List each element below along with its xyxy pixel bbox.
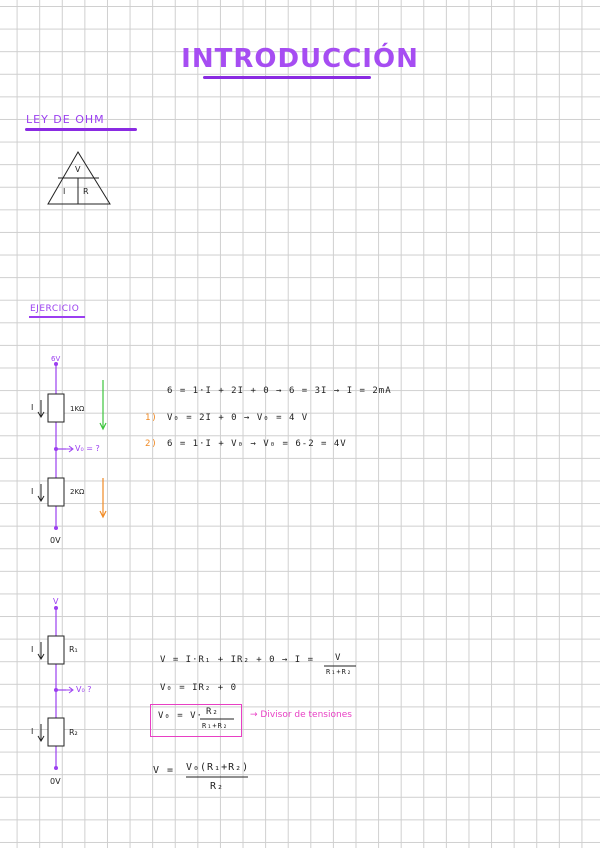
divisor-note: → Divisor de tensiones xyxy=(250,710,352,720)
eq4-numerator: V₀(R₁+R₂) xyxy=(186,762,250,773)
triangle-v: V xyxy=(75,165,81,174)
section-heading-exercise: EJERCICIO xyxy=(30,304,80,314)
circuit1-equation-2: V₀ = 2I + 0 → V₀ = 4 V xyxy=(167,413,309,423)
eq3-numerator: R₂ xyxy=(206,707,219,717)
circuit1-bottom-node xyxy=(54,526,58,530)
circuit2-current-label-2: I xyxy=(31,727,34,736)
eq3-denominator: R₁+R₂ xyxy=(202,722,229,730)
eq1-numerator: V xyxy=(335,653,342,663)
circuit2-equation-2: V₀ = IR₂ + 0 xyxy=(160,683,238,693)
section-underline-exercise xyxy=(29,316,85,318)
circuit2-bottom-voltage: 0V xyxy=(50,777,61,786)
circuit1-voltage-arrows xyxy=(100,380,106,517)
circuit1-top-voltage: 6V xyxy=(51,355,61,363)
circuit1-current-label-1: I xyxy=(31,403,34,412)
circuit2-node-label: V₀ ? xyxy=(76,685,92,694)
circuit2-r1-label: R₁ xyxy=(69,645,78,654)
circuit2-equation-1: V = I·R₁ + IR₂ + 0 → I = xyxy=(160,655,315,665)
eq3-lhs: V₀ = V· xyxy=(158,711,203,721)
eq4-lhs: V = xyxy=(153,765,175,776)
section-heading-ohm: LEY DE OHM xyxy=(26,113,105,126)
circuit2-resistor-r2 xyxy=(48,718,64,746)
circuit1-equation-1: 6 = 1·I + 2I + 0 → 6 = 3I → I = 2mA xyxy=(167,386,392,396)
circuit2-current-label-1: I xyxy=(31,645,34,654)
circuit1-equation-3: 6 = 1·I + V₀ → V₀ = 6-2 = 4V xyxy=(167,439,347,449)
circuit2-r2-label: R₂ xyxy=(69,728,78,737)
page-title: INTRODUCCIÓN xyxy=(181,44,419,74)
eq4-denominator: R₂ xyxy=(210,781,225,792)
circuit1-r2-label: 2KΩ xyxy=(70,488,85,496)
ohm-triangle xyxy=(48,152,110,204)
circuit1-node-label: V₀ = ? xyxy=(75,444,100,453)
triangle-i: I xyxy=(63,187,66,196)
circuit1-node-arrow xyxy=(66,446,73,452)
eq1-denominator: R₁+R₂ xyxy=(326,668,353,676)
circuit2-top-voltage: V xyxy=(53,597,59,606)
circuit1-mid-node xyxy=(54,447,58,451)
circuit2-current-arrows xyxy=(38,642,44,741)
circuit2-mid-node xyxy=(54,688,58,692)
marker-2: 2) xyxy=(145,439,158,449)
circuit1-current-label-2: I xyxy=(31,487,34,496)
circuit2-bottom-node xyxy=(54,766,58,770)
circuit1-bottom-voltage: 0V xyxy=(50,536,61,545)
circuit2-resistor-r1 xyxy=(48,636,64,664)
circuit1-resistor-r1 xyxy=(48,394,64,422)
circuit2-node-arrow xyxy=(66,687,73,693)
marker-1: 1) xyxy=(145,413,158,423)
circuit2-top-node xyxy=(54,606,58,610)
circuit1-resistor-r2 xyxy=(48,478,64,506)
circuit1-r1-label: 1KΩ xyxy=(70,405,85,413)
triangle-r: R xyxy=(83,187,89,196)
circuit1-current-arrows xyxy=(38,400,44,501)
